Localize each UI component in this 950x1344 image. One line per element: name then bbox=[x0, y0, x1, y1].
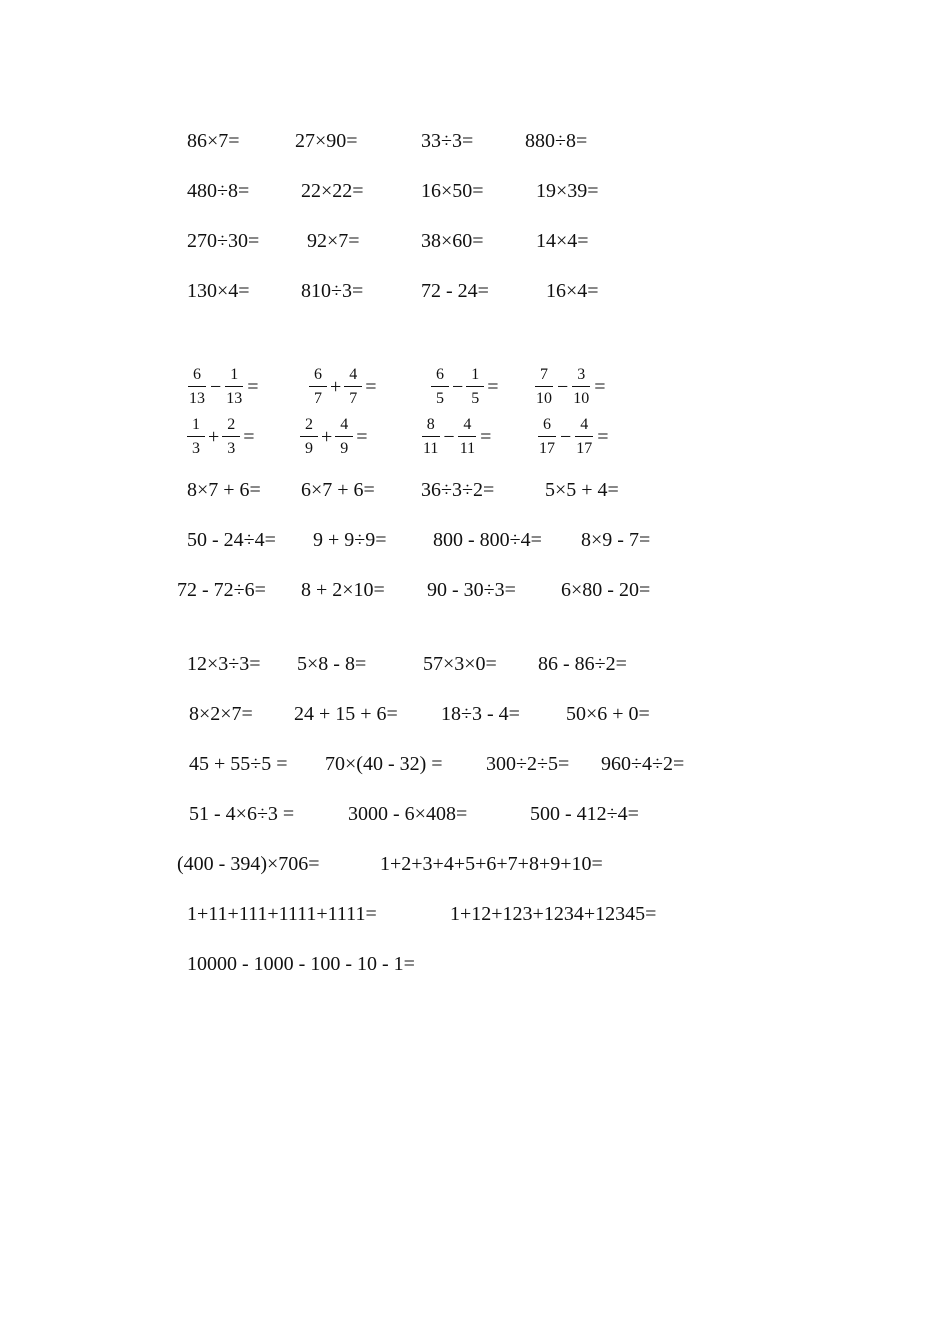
denominator: 11 bbox=[459, 440, 476, 457]
problem: 8×2×7= bbox=[189, 703, 253, 725]
denominator: 17 bbox=[539, 440, 555, 457]
numerator: 8 bbox=[422, 416, 440, 437]
problem: 51 - 4×6÷3 = bbox=[189, 803, 295, 825]
problem: 50 - 24÷4= bbox=[187, 529, 276, 551]
problem: 810÷3= bbox=[301, 280, 364, 302]
denominator: 13 bbox=[189, 390, 205, 407]
problem: 8×7 + 6= bbox=[187, 479, 261, 501]
fraction bbox=[457, 416, 478, 458]
equals: = bbox=[594, 375, 606, 398]
problem: 18÷3 - 4= bbox=[441, 703, 520, 725]
equals: = bbox=[243, 425, 255, 448]
problem: 70×(40 - 32) = bbox=[325, 753, 443, 775]
problem: 92×7= bbox=[307, 230, 360, 252]
problem: 500 - 412÷4= bbox=[530, 803, 639, 825]
denominator: 7 bbox=[314, 390, 322, 407]
problem: 270÷30= bbox=[187, 230, 260, 252]
fraction bbox=[186, 416, 206, 458]
equals: = bbox=[487, 375, 499, 398]
denominator: 9 bbox=[340, 440, 349, 457]
problem: 1+11+111+1111+1111= bbox=[187, 903, 377, 925]
fraction-problem bbox=[420, 416, 491, 458]
fraction bbox=[536, 416, 558, 458]
numerator: 6 bbox=[538, 416, 556, 437]
numerator: 2 bbox=[222, 416, 240, 437]
numerator: 6 bbox=[431, 366, 449, 387]
equals: = bbox=[247, 375, 259, 398]
problem: (400 - 394)×706= bbox=[177, 853, 320, 875]
problem: 33÷3= bbox=[421, 130, 474, 152]
operator: + bbox=[330, 375, 342, 398]
operator: + bbox=[321, 425, 333, 448]
problem: 86×7= bbox=[187, 130, 240, 152]
numerator: 4 bbox=[335, 416, 353, 437]
problem: 5×5 + 4= bbox=[545, 479, 619, 501]
numerator: 1 bbox=[466, 366, 484, 387]
problem: 880÷8= bbox=[525, 130, 588, 152]
denominator: 10 bbox=[536, 390, 552, 407]
numerator: 4 bbox=[344, 366, 362, 387]
problem: 16×4= bbox=[546, 280, 599, 302]
problem: 14×4= bbox=[536, 230, 589, 252]
fraction bbox=[430, 366, 450, 408]
numerator: 6 bbox=[309, 366, 327, 387]
fraction bbox=[570, 366, 592, 408]
fraction bbox=[343, 366, 363, 408]
denominator: 9 bbox=[305, 440, 313, 457]
problem: 10000 - 1000 - 100 - 10 - 1= bbox=[187, 953, 415, 975]
problem: 9 + 9÷9= bbox=[313, 529, 387, 551]
denominator: 3 bbox=[192, 440, 200, 457]
operator: − bbox=[452, 375, 464, 398]
operator: − bbox=[560, 425, 572, 448]
problem: 16×50= bbox=[421, 180, 484, 202]
fraction bbox=[420, 416, 441, 458]
problem: 72 - 72÷6= bbox=[177, 579, 266, 601]
denominator: 5 bbox=[471, 390, 480, 407]
denominator: 10 bbox=[573, 390, 590, 407]
fraction-problem bbox=[430, 366, 499, 408]
denominator: 11 bbox=[423, 440, 439, 457]
denominator: 13 bbox=[226, 390, 243, 407]
problem: 27×90= bbox=[295, 130, 358, 152]
problem: 8×9 - 7= bbox=[581, 529, 651, 551]
fraction-problem bbox=[533, 366, 606, 408]
fraction-problem bbox=[536, 416, 609, 458]
fraction bbox=[533, 366, 555, 408]
problem: 57×3×0= bbox=[423, 653, 497, 675]
problem: 6×80 - 20= bbox=[561, 579, 651, 601]
fraction-problem bbox=[186, 416, 255, 458]
fraction bbox=[186, 366, 208, 408]
fraction bbox=[465, 366, 485, 408]
problem: 480÷8= bbox=[187, 180, 250, 202]
numerator: 1 bbox=[225, 366, 243, 387]
operator: − bbox=[557, 375, 569, 398]
fraction-problem bbox=[308, 366, 377, 408]
problem: 38×60= bbox=[421, 230, 484, 252]
problem: 1+2+3+4+5+6+7+8+9+10= bbox=[380, 853, 603, 875]
fraction bbox=[308, 366, 328, 408]
fraction bbox=[334, 416, 354, 458]
fraction bbox=[573, 416, 595, 458]
problem: 22×22= bbox=[301, 180, 364, 202]
numerator: 6 bbox=[188, 366, 206, 387]
problem: 8 + 2×10= bbox=[301, 579, 385, 601]
numerator: 4 bbox=[575, 416, 593, 437]
problem: 50×6 + 0= bbox=[566, 703, 650, 725]
fraction bbox=[299, 416, 319, 458]
problem: 960÷4÷2= bbox=[601, 753, 685, 775]
problem: 72 - 24= bbox=[421, 280, 489, 302]
equals: = bbox=[365, 375, 377, 398]
denominator: 17 bbox=[576, 440, 593, 457]
operator: + bbox=[208, 425, 220, 448]
operator: − bbox=[443, 425, 455, 448]
problem: 90 - 30÷3= bbox=[427, 579, 516, 601]
denominator: 5 bbox=[436, 390, 444, 407]
fraction bbox=[223, 366, 245, 408]
denominator: 7 bbox=[349, 390, 358, 407]
problem: 5×8 - 8= bbox=[297, 653, 367, 675]
fraction-problem bbox=[186, 366, 259, 408]
numerator: 3 bbox=[572, 366, 590, 387]
operator: − bbox=[210, 375, 222, 398]
denominator: 3 bbox=[227, 440, 236, 457]
numerator: 1 bbox=[187, 416, 205, 437]
problem: 86 - 86÷2= bbox=[538, 653, 627, 675]
numerator: 7 bbox=[535, 366, 553, 387]
problem: 130×4= bbox=[187, 280, 250, 302]
problem: 3000 - 6×408= bbox=[348, 803, 468, 825]
numerator: 4 bbox=[458, 416, 476, 437]
equals: = bbox=[480, 425, 492, 448]
equals: = bbox=[597, 425, 609, 448]
fraction-problem bbox=[299, 416, 368, 458]
problem: 800 - 800÷4= bbox=[433, 529, 542, 551]
problem: 1+12+123+1234+12345= bbox=[450, 903, 657, 925]
problem: 6×7 + 6= bbox=[301, 479, 375, 501]
problem: 24 + 15 + 6= bbox=[294, 703, 398, 725]
fraction bbox=[221, 416, 241, 458]
equals: = bbox=[356, 425, 368, 448]
numerator: 2 bbox=[300, 416, 318, 437]
problem: 300÷2÷5= bbox=[486, 753, 570, 775]
problem: 19×39= bbox=[536, 180, 599, 202]
problem: 36÷3÷2= bbox=[421, 479, 495, 501]
problem: 45 + 55÷5 = bbox=[189, 753, 288, 775]
problem: 12×3÷3= bbox=[187, 653, 261, 675]
